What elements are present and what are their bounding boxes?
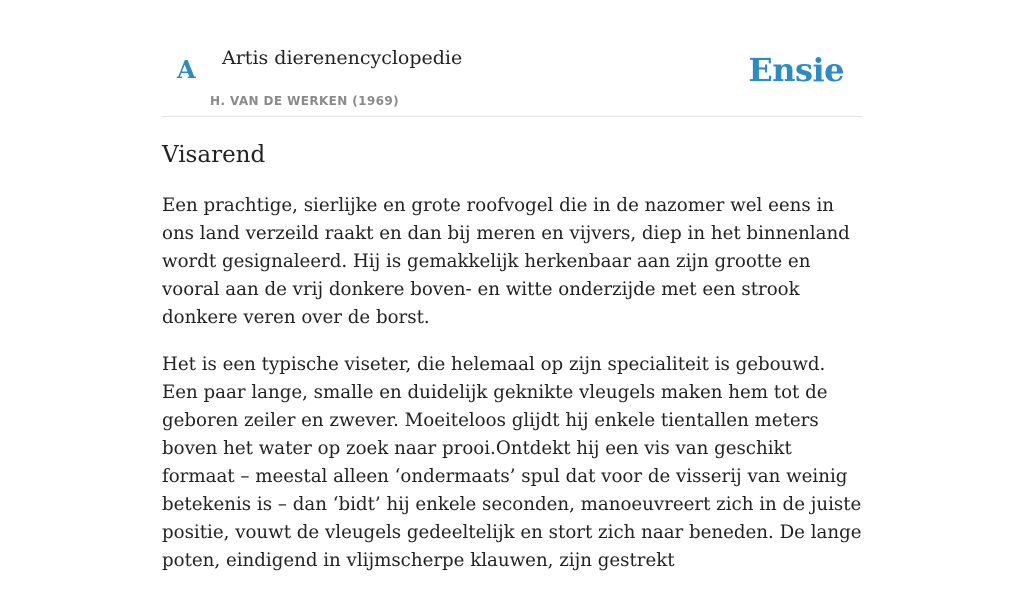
book-author: H. VAN DE WERKEN (1969): [210, 94, 400, 108]
ensie-logo[interactable]: Ensie: [748, 51, 844, 89]
entry-title: Visarend: [162, 142, 266, 168]
page: [162, 0, 862, 571]
header: [162, 0, 862, 117]
book-letter-badge[interactable]: A: [177, 55, 196, 84]
book-title-link[interactable]: Artis dierenencyclopedie: [222, 47, 463, 69]
entry-paragraph: Een prachtige, sierlijke en grote roofvogel die in de nazomer wel eens in ons land verzeild raakt en dan bij meren en vijvers, diep in het binnenland wordt gesignaleerd. Hij is gemakkelijk herkenbaar aan zijn grootte en vooral aan de vrij donkere boven- en witte onderzijde met een strook donkere veren over de borst.: [162, 195, 850, 328]
entry-body: [162, 192, 862, 594]
entry-paragraph: Het is een typische viseter, die helemaal op zijn specialiteit is gebouwd. Een paar lange, smalle en duidelijk geknikte vleugels maken hem tot de geboren zeiler en zwever. Moeiteloos glijdt hij enkele tientallen meters boven het water op zoek naar prooi.Ontdekt hij een vis van geschikt formaat – meestal alleen ‘ondermaats’ spul dat voor de visserij van weinig betekenis is – dan ‘bidt’ hij enkele seconden, manoeuvreert zich in de juiste positie, vouwt de vleugels gedeeltelijk en stort zich naar beneden. De lange poten, eindigend in vlijmscherpe klauwen, zijn gestrekt: [162, 354, 862, 571]
